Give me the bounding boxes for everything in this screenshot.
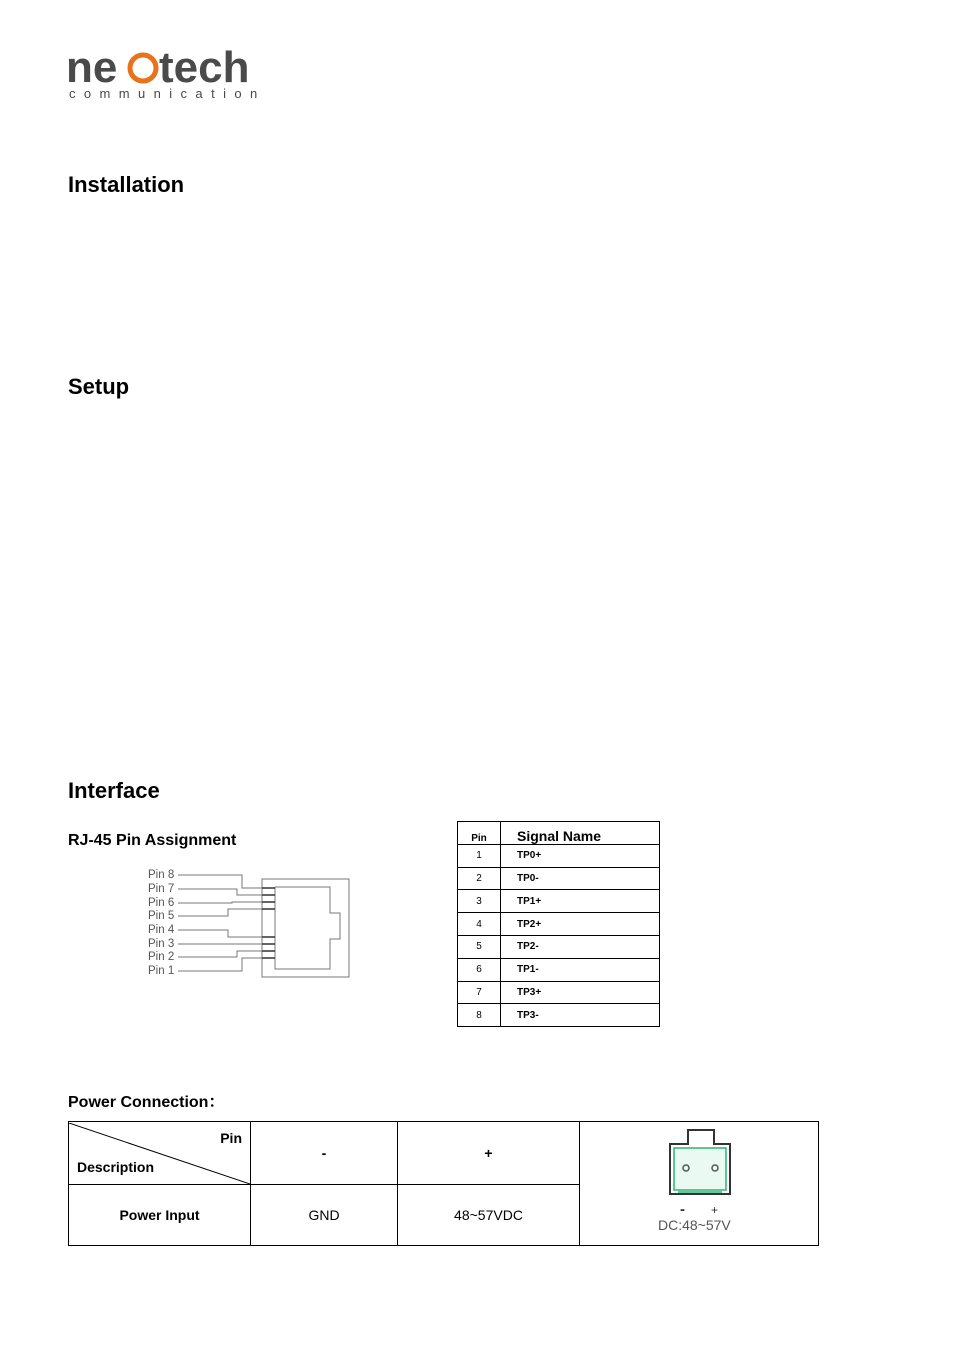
logo-o-ring-icon — [130, 55, 156, 81]
power-table — [68, 1121, 819, 1246]
diagram-pin-label: Pin 6 — [148, 897, 175, 909]
rj45-heading: RJ-45 Pin Assignment — [68, 832, 237, 849]
connector-voltage-label: DC:48~57V — [658, 1217, 731, 1233]
diagram-pin-label: Pin 1 — [148, 965, 175, 977]
pin-number: 5 — [458, 935, 501, 958]
diagram-pin-label: Pin 3 — [148, 938, 175, 950]
signal-name: TP1- — [501, 958, 660, 981]
diagram-pin-label: Pin 8 — [148, 869, 175, 881]
pin-number: 6 — [458, 958, 501, 981]
neotech-logo — [66, 44, 266, 104]
pin-number: 8 — [458, 1004, 501, 1027]
voltage-value: 48~57VDC — [398, 1184, 580, 1246]
connector-minus-label: - — [680, 1201, 685, 1218]
power-heading: Power Connection： — [68, 1094, 225, 1111]
logo-brand-left: ne — [66, 44, 118, 92]
diagram-pin-label: Pin 7 — [148, 883, 175, 895]
table-row — [458, 1004, 660, 1027]
diagram-pin-label: Pin 2 — [148, 951, 175, 963]
gnd-value: GND — [251, 1184, 398, 1246]
rj45-diagram — [146, 866, 356, 984]
table-row — [458, 913, 660, 936]
signal-name: TP0+ — [501, 844, 660, 867]
dc-connector-icon — [580, 1122, 818, 1242]
pin-number: 3 — [458, 890, 501, 913]
table-row — [458, 935, 660, 958]
table-row — [458, 867, 660, 890]
table-row — [458, 890, 660, 913]
connector-cell — [580, 1122, 819, 1246]
pin-number: 2 — [458, 867, 501, 890]
pin-number: 7 — [458, 981, 501, 1004]
signal-name: TP1+ — [501, 890, 660, 913]
connector-plus-label: + — [711, 1203, 719, 1217]
installation-heading: Installation — [68, 172, 185, 197]
signal-name: TP3- — [501, 1004, 660, 1027]
plus-column-header: + — [398, 1122, 580, 1185]
power-input-label: Power Input — [69, 1184, 251, 1246]
setup-heading: Setup — [68, 374, 130, 399]
diagram-pin-label: Pin 5 — [148, 910, 175, 922]
signal-column-header: Signal Name — [501, 822, 660, 845]
pin-number: 1 — [458, 844, 501, 867]
logo-brand-right: tech — [159, 44, 250, 92]
signal-name: TP3+ — [501, 981, 660, 1004]
header-pin-label: Pin — [220, 1129, 242, 1146]
signal-name: TP2- — [501, 935, 660, 958]
diagonal-header-cell — [69, 1122, 251, 1185]
signal-name: TP0- — [501, 867, 660, 890]
header-description-label: Description — [77, 1158, 155, 1175]
diagram-pin-label: Pin 4 — [148, 924, 175, 936]
table-row — [458, 958, 660, 981]
minus-column-header: - — [251, 1122, 398, 1185]
table-row — [458, 981, 660, 1004]
pin-column-header: Pin — [458, 822, 501, 845]
rj45-pin-table — [457, 821, 660, 1027]
signal-name: TP2+ — [501, 913, 660, 936]
table-row — [458, 844, 660, 867]
logo-tagline: communications — [69, 86, 266, 101]
pin-number: 4 — [458, 913, 501, 936]
interface-heading: Interface — [68, 778, 160, 803]
